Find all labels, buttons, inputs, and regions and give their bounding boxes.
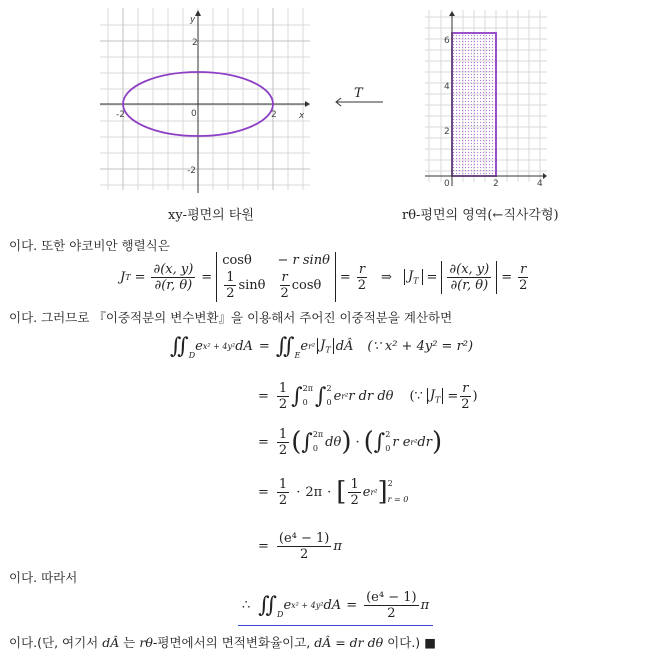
jacobian-num: ∂(x, y) (153, 261, 194, 277)
rtheta-caption: rθ-평면의 영역(←직사각형) (402, 208, 559, 223)
integral-step-4: = $\frac{1}{2}$ · 2π · [ $\frac{1}{2}$ e r² ] 2 r = 0 (258, 476, 409, 508)
lower-r0: r = 0 (387, 495, 409, 504)
integral-step-3: = $\frac{1}{2}$ ( ∫ 2π 0 dθ ) · ( ∫ 2 0 r e r² dr ) (258, 426, 443, 458)
x-tick-neg2: -2 (116, 110, 125, 120)
note-suffix: 이다.) (387, 635, 421, 650)
m22-num: r (281, 270, 288, 285)
two-pi: 2π (305, 484, 323, 500)
y-tick-2: 2 (192, 38, 198, 48)
result-num: (e⁴ − 1) (278, 530, 330, 546)
note-rtheta: rθ (139, 634, 153, 650)
rtheta-plane-plot (425, 10, 547, 188)
text-therefore: 이다. 따라서 (9, 570, 78, 585)
theta-tick-6: 6 (444, 36, 450, 46)
jt-result-den: 2 (357, 277, 367, 293)
xy-caption: xy-평면의 타원 (168, 208, 254, 223)
m22-den: 2 (280, 286, 289, 301)
note-mid2: -평면에서의 면적변화율이고, (152, 635, 311, 650)
half-den: 2 (278, 396, 288, 412)
text-jacobian-intro: 이다. 또한 야코비안 행렬식은 (9, 238, 170, 253)
r-tick-2: 2 (493, 179, 499, 188)
theta-tick-4: 4 (444, 82, 450, 92)
jacobian-matrix (216, 252, 336, 302)
jacobian-den: ∂(r, θ) (154, 277, 193, 293)
x-tick-2: 2 (271, 110, 277, 120)
matrix-m11: cosθ (222, 253, 252, 268)
half-num: 1 (278, 380, 288, 396)
because-condition-1: (∵ x² + 4y² = r²) (367, 338, 474, 354)
transform-arrow-icon (333, 97, 385, 107)
text-note: 이다.(단, 여기서 dÂ 는 rθ -평면에서의 면적변화율이고, dÂ = dr dθ 이다.) ■ (9, 634, 436, 650)
jt-result-num: r (358, 261, 366, 277)
final-result: ∴ ∬ D e x² + 4y² dA = $\frac{\text{(e⁴ − 1)}}{2}$ π (238, 585, 433, 626)
lower-0: 0 (302, 398, 308, 407)
theta-tick-2: 2 (444, 127, 450, 137)
end-mark: ■ (424, 634, 436, 650)
jt-subscript: T (125, 272, 131, 282)
y-axis-label: y (190, 15, 196, 25)
note-mid: 는 (123, 635, 136, 650)
m21-num: 1 (226, 270, 235, 285)
jt-symbol: J (120, 269, 126, 285)
integral-step-5: = $\frac{\text{(e⁴ − 1)}}{2}$ π (258, 530, 342, 562)
integral-step-2: = $\frac{1}{2}$ ∫ 2π 0 ∫ 2 0 e r² r dr dθ (∵ $J_T$ = $\frac{r}{2}$ ) (258, 380, 478, 412)
matrix-m12: − r sinθ (277, 253, 330, 268)
transform-label: T (354, 86, 363, 101)
note-prefix: 이다.(단, 여기서 (9, 635, 99, 650)
m21-den: 2 (226, 286, 235, 301)
implies-symbol: ⇒ (381, 269, 392, 285)
m22-rest: cosθ (291, 278, 322, 293)
r-tick-4: 4 (537, 179, 543, 188)
note-dA-def: dÂ = dr dθ (314, 634, 384, 650)
jacobian-equation: J T = $\frac{\partial(x, y)}{\partial(r, \theta)}$ = cosθ − r sinθ $\frac{1}{2}$ sinθ $\frac{r}{2}$ cosθ = $\frac{r}{2}$ ⇒ $J_T$ = $\frac{\partial(x, y)}{\partial(r, \theta)}$ = $\frac{r}{2}$ (120, 253, 528, 301)
integral-step-1: ∬ D e x² + 4y² dA = ∬ E e r² $J_T$ dÂ (∵ x² + 4y² = r²) (170, 333, 474, 360)
text-change-variables: 이다. 그러므로 『이중적분의 변수변환』을 이용해서 주어진 이중적분을 계산하면 (9, 310, 453, 325)
rectangle-region (452, 33, 496, 176)
therefore-symbol: ∴ (242, 597, 251, 613)
xy-plane-plot (100, 8, 310, 193)
upper-2: 2 (326, 384, 332, 393)
r-tick-0: 0 (444, 179, 450, 188)
y-tick-neg2: -2 (187, 166, 196, 176)
because-prefix-2: (∵ (409, 388, 423, 404)
m21-rest: sinθ (238, 278, 266, 293)
upper-2pi: 2π (302, 384, 314, 393)
x-axis-label: x (299, 111, 305, 121)
x-tick-0: 0 (191, 109, 197, 119)
pi-symbol: π (333, 538, 342, 554)
